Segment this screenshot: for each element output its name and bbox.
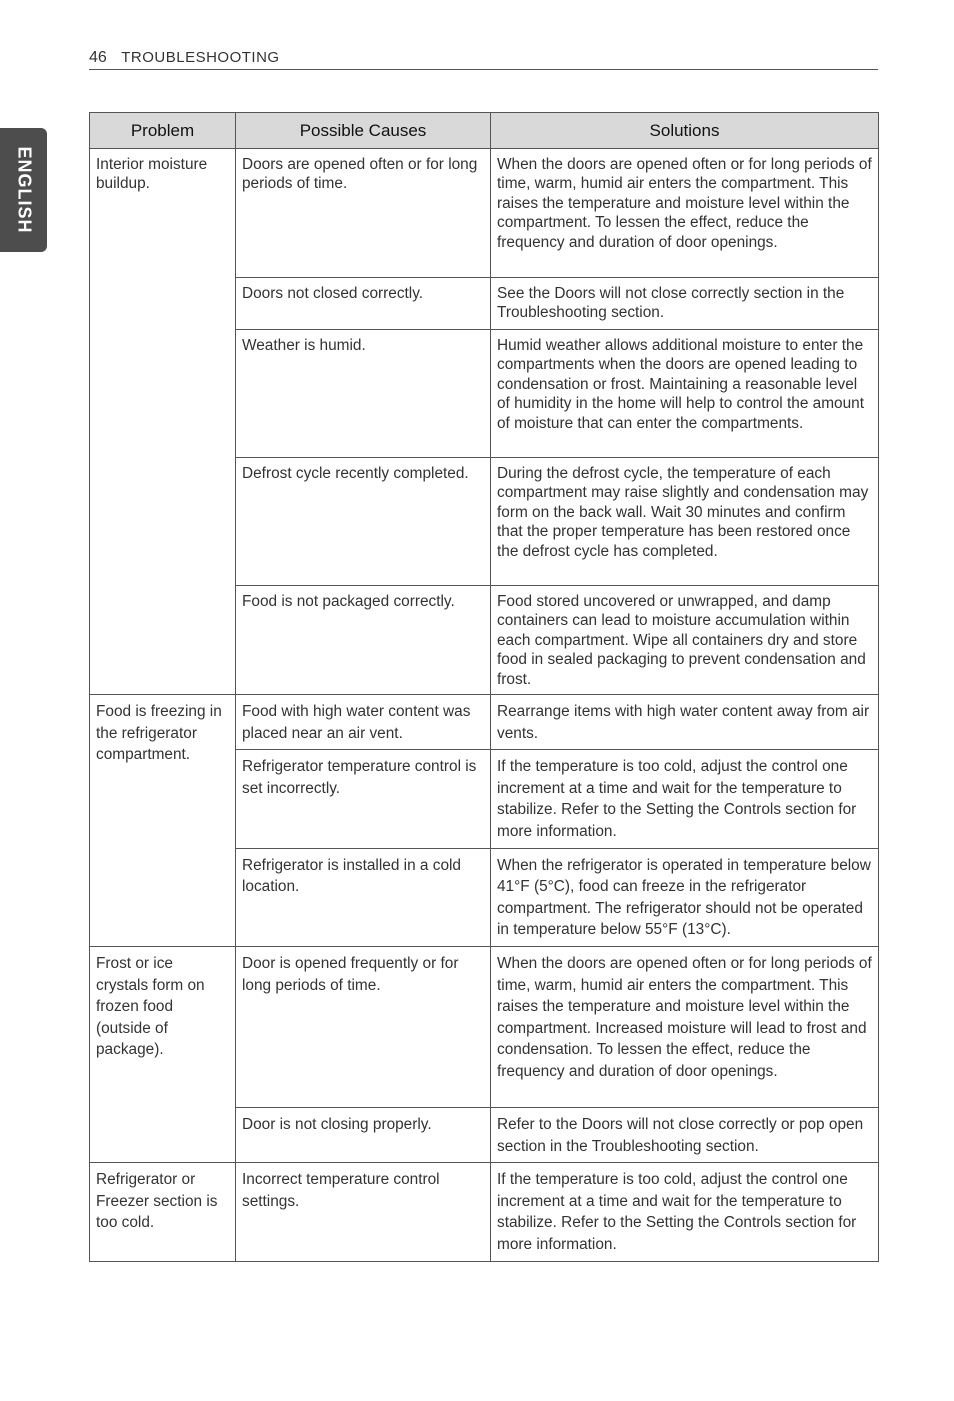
cause-cell: Food is not packaged correctly.	[236, 586, 491, 695]
section-title: TROUBLESHOOTING	[121, 49, 280, 66]
solution-cell: When the doors are opened often or for long periods of time, warm, humid air enters the compartment. This raises the temperature and moisture level within the compartment. Increased moisture will lead to frost and condensation. To lessen the effect, reduce the frequency and duration of door openings.	[491, 946, 879, 1107]
cause-cell: Weather is humid.	[236, 330, 491, 458]
solution-cell: Rearrange items with high water content away from air vents.	[491, 695, 879, 750]
page-header	[89, 47, 878, 70]
problem-cell: Interior moisture buildup.	[90, 149, 236, 695]
cause-cell: Doors not closed correctly.	[236, 278, 491, 330]
page-number: 46	[89, 49, 107, 66]
solution-cell: When the refrigerator is operated in temperature below 41°F (5°C), food can freeze in the refrigerator compartment. The refrigerator should not be operated in temperature below 55°F (13°C).	[491, 848, 879, 946]
language-tab	[0, 128, 47, 252]
cause-cell: Door is not closing properly.	[236, 1107, 491, 1162]
table-row	[90, 695, 879, 750]
column-header-problem: Problem	[90, 113, 236, 149]
solution-cell: During the defrost cycle, the temperature of each compartment may raise slightly and condensation may form on the back wall. Wait 30 minutes and confirm that the proper temperature has been restored once the defrost cycle has completed.	[491, 458, 879, 586]
cause-cell: Door is opened frequently or for long periods of time.	[236, 946, 491, 1107]
troubleshooting-table	[89, 112, 879, 1262]
column-header-causes: Possible Causes	[236, 113, 491, 149]
problem-cell: Refrigerator or Freezer section is too cold.	[90, 1163, 236, 1261]
cause-cell: Refrigerator temperature control is set incorrectly.	[236, 750, 491, 848]
table-header-row	[90, 113, 879, 149]
cause-cell: Refrigerator is installed in a cold location.	[236, 848, 491, 946]
solution-cell: If the temperature is too cold, adjust the control one increment at a time and wait for the temperature to stabilize. Refer to the Setting the Controls section for more information.	[491, 1163, 879, 1261]
solution-cell: Refer to the Doors will not close correctly or pop open section in the Troubleshooting section.	[491, 1107, 879, 1162]
cause-cell: Doors are opened often or for long periods of time.	[236, 149, 491, 278]
solution-cell: Humid weather allows additional moisture to enter the compartments when the doors are opened leading to condensation or frost. Maintaining a reasonable level of humidity in the home will help to control the amount of moisture that can enter the compartments.	[491, 330, 879, 458]
solution-cell: Food stored uncovered or unwrapped, and damp containers can lead to moisture accumulation within each compartment. Wipe all containers dry and store food in sealed packaging to prevent condensation and frost.	[491, 586, 879, 695]
cause-cell: Incorrect temperature control settings.	[236, 1163, 491, 1261]
solution-cell: See the Doors will not close correctly section in the Troubleshooting section.	[491, 278, 879, 330]
cause-cell: Defrost cycle recently completed.	[236, 458, 491, 586]
problem-cell: Frost or ice crystals form on frozen food (outside of package).	[90, 946, 236, 1162]
cause-cell: Food with high water content was placed near an air vent.	[236, 695, 491, 750]
problem-cell: Food is freezing in the refrigerator compartment.	[90, 695, 236, 947]
solution-cell: When the doors are opened often or for long periods of time, warm, humid air enters the compartment. This raises the temperature and moisture level within the compartment. To lessen the effect, reduce the frequency and duration of door openings.	[491, 149, 879, 278]
solution-cell: If the temperature is too cold, adjust the control one increment at a time and wait for the temperature to stabilize. Refer to the Setting the Controls section for more information.	[491, 750, 879, 848]
table-row	[90, 1163, 879, 1261]
language-tab-label: ENGLISH	[14, 146, 34, 234]
table-row	[90, 946, 879, 1107]
column-header-solutions: Solutions	[491, 113, 879, 149]
table-row	[90, 149, 879, 278]
